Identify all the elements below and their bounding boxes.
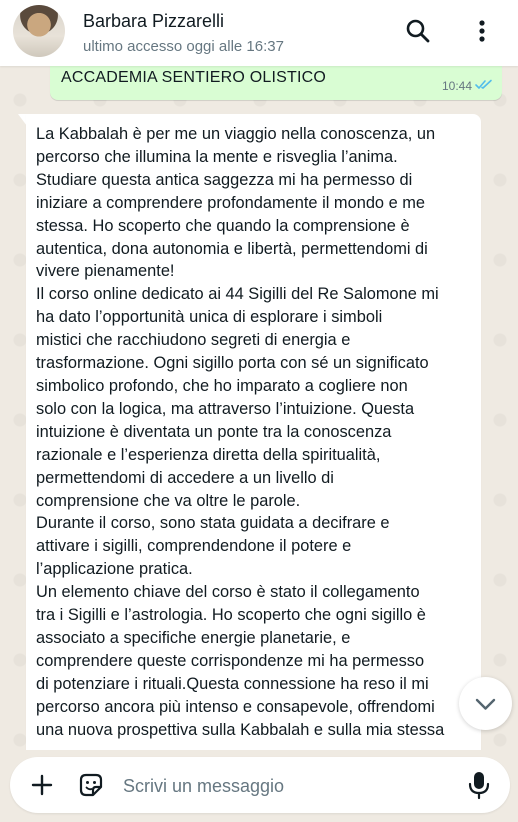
last-seen-status: ultimo accesso oggi alle 16:37 <box>83 38 284 55</box>
contact-avatar[interactable] <box>13 5 65 57</box>
message-time: 10:44 <box>441 79 472 93</box>
double-check-read-icon <box>475 79 493 90</box>
incoming-message-bubble[interactable] <box>26 114 481 764</box>
sticker-icon[interactable] <box>76 770 106 800</box>
outgoing-message-text: ACCADEMIA SENTIERO OLISTICO <box>61 69 327 86</box>
composer-bar <box>10 757 510 813</box>
message-composer <box>0 750 518 822</box>
attach-plus-icon[interactable] <box>29 772 55 798</box>
microphone-icon[interactable] <box>467 770 491 800</box>
incoming-message-text: La Kabbalah è per me un viaggio nella conoscenza, un percorso che illumina la mente e risveglia l’anima. Studiare questa antica saggezza mi ha permesso di iniziare a comprendere profondamente il mondo e me stessa. Ho scoperto che quando la comprensione è autentica, dona autonomia e libertà, permettendomi di vivere pienamente! Il corso online dedicato ai 44 Sigilli del Re Salomone mi ha dato l’opportunità unica di esplorare i simboli mistici che racchiudono segreti di energia e trasformazione. Ogni sigillo porta con sé un significato simbolico profondo, che ho imparato a cogliere non solo con la logica, ma attraverso l’intuizione. Questa intuizione è diventata un ponte tra la conoscenza razionale e l’esperienza diretta della spiritualità, permettendomi di accedere a un livello di comprensione che va oltre le parole. Durante il corso, sono stata guidata a decifrare e attivare i sigilli, comprendendone il potere e l’applicazione pratica. Un elemento chiave del corso è stato il collegamento tra i Sigilli e l’astrologia. Ho scoperto che ogni sigillo è associato a specifiche energie planetarie, e comprendere queste corrispondenze mi ha permesso di potenziare i rituali.Questa connessione ha reso il mi percorso ancora più intenso e consapevole, offrendomi una nuova prospettiva sulla Kabbalah e sulla mia stessa <box>36 125 445 739</box>
chevron-down-icon <box>473 692 498 717</box>
message-input[interactable] <box>121 771 455 801</box>
more-options-icon[interactable] <box>467 16 497 46</box>
contact-name[interactable]: Barbara Pizzarelli <box>83 11 225 31</box>
scroll-to-bottom-button[interactable] <box>459 677 512 730</box>
search-icon[interactable] <box>403 16 433 46</box>
outgoing-message-bubble[interactable] <box>50 66 502 100</box>
chat-header[interactable] <box>0 0 518 66</box>
